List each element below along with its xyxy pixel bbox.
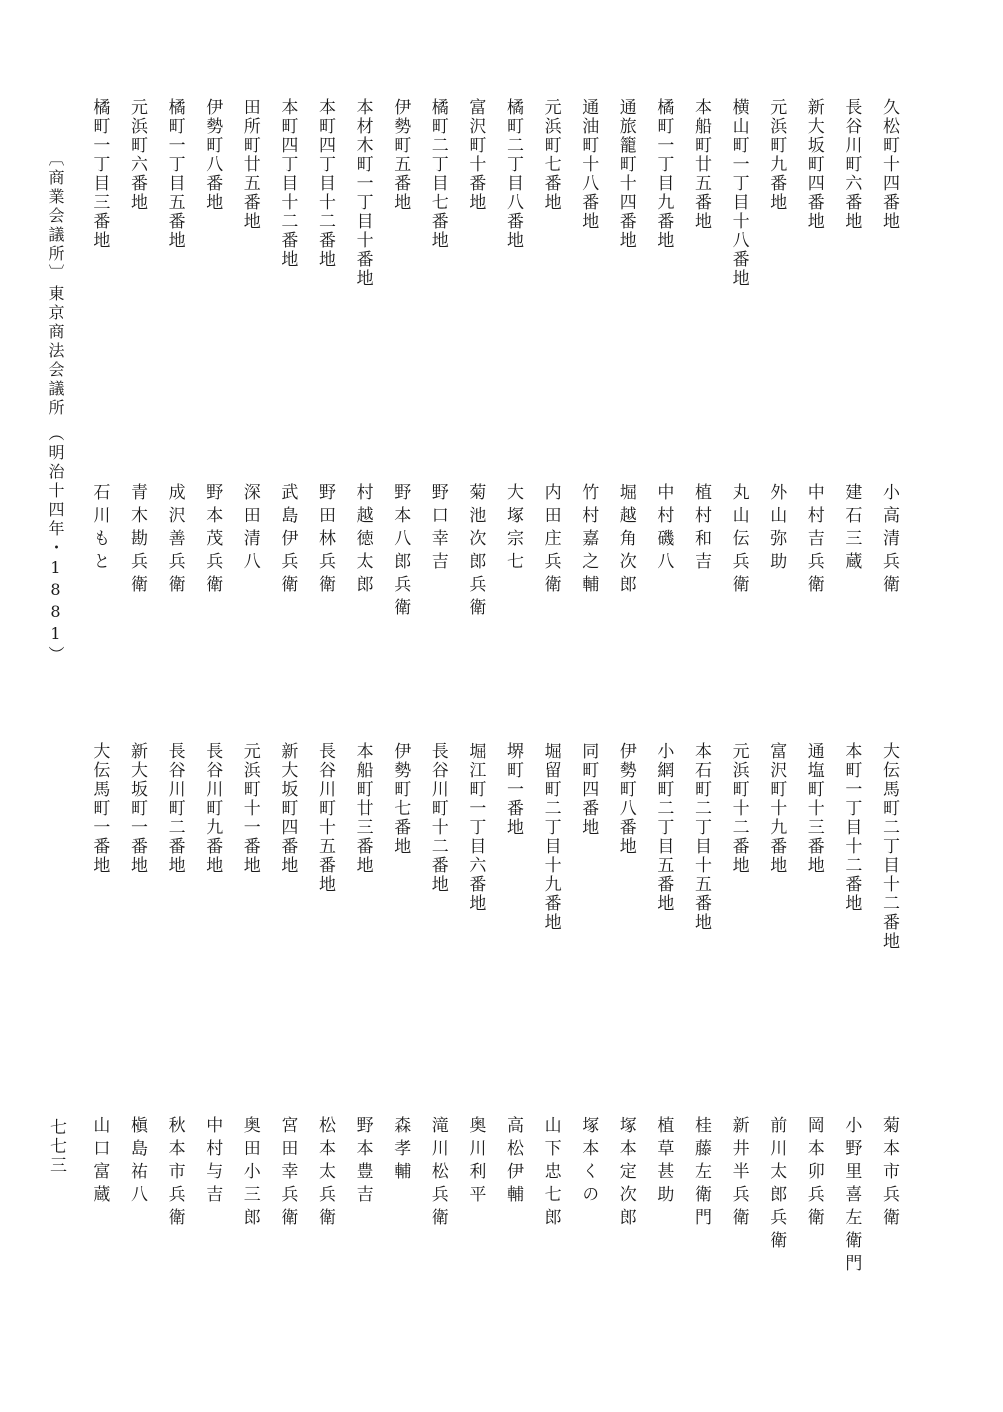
person-name: 中村磯八 — [653, 483, 674, 575]
address-entry: 本町四丁目十二番地 — [277, 98, 298, 269]
address-entry: 橘町二丁目七番地 — [427, 98, 448, 250]
sidebar-bracket: 〔商業会議所〕 — [46, 150, 65, 283]
address-entry: 長谷川町六番地 — [841, 98, 862, 231]
address-entry: 本材木町一丁目十番地 — [352, 98, 373, 288]
person-name: 山口富蔵 — [89, 1116, 110, 1208]
address-entry: 伊勢町七番地 — [390, 742, 411, 856]
person-name: 丸山伝兵衛 — [728, 483, 749, 598]
person-name: 小高清兵衛 — [879, 483, 899, 598]
address-entry: 横山町一丁目十八番地 — [728, 98, 749, 288]
person-name: 青木勘兵衛 — [127, 483, 147, 598]
person-name: 高松伊輔 — [503, 1116, 523, 1208]
person-name: 桂藤左衛門 — [691, 1116, 711, 1231]
address-entry: 橘町二丁目八番地 — [503, 98, 523, 250]
person-name: 竹村嘉之輔 — [578, 483, 599, 598]
address-entry: 富沢町十九番地 — [766, 742, 787, 875]
address-entry: 本町一丁目十二番地 — [841, 742, 862, 913]
address-entry: 通塩町十三番地 — [803, 742, 824, 875]
address-entry: 大伝馬町一番地 — [89, 742, 110, 875]
address-entry: 橘町一丁目五番地 — [164, 98, 185, 250]
person-name: 塚本定次郎 — [615, 1116, 636, 1231]
address-entry: 伊勢町五番地 — [390, 98, 411, 212]
person-name: 森孝輔 — [390, 1116, 411, 1185]
page-number: 七七三 — [46, 1118, 66, 1175]
address-entry: 大伝馬町二丁目十二番地 — [879, 742, 899, 951]
person-name: 野口幸吉 — [427, 483, 448, 575]
address-entry: 本石町二丁目十五番地 — [691, 742, 711, 932]
person-name: 山下忠七郎 — [540, 1116, 561, 1231]
address-entry: 本船町廿五番地 — [691, 98, 711, 231]
person-name: 塚本くの — [578, 1116, 599, 1208]
person-name: 宮田幸兵衛 — [277, 1116, 298, 1231]
person-name: 岡本卯兵衛 — [803, 1116, 824, 1231]
address-entry: 長谷川町十五番地 — [315, 742, 335, 894]
address-entry: 橘町一丁目三番地 — [89, 98, 110, 250]
sidebar-title: 東京商法会議所 — [46, 285, 65, 418]
address-entry: 通旅籠町十四番地 — [615, 98, 636, 250]
address-entry: 富沢町十番地 — [465, 98, 486, 212]
address-entry: 同町四番地 — [578, 742, 599, 837]
sidebar-year: （明治十四年・1881） — [46, 425, 65, 665]
person-name: 菊池次郎兵衛 — [465, 483, 486, 621]
address-entry: 伊勢町八番地 — [615, 742, 636, 856]
address-entry: 長谷川町十二番地 — [427, 742, 448, 894]
person-name: 中村吉兵衛 — [803, 483, 824, 598]
person-name: 武島伊兵衛 — [277, 483, 298, 598]
address-entry: 新大坂町四番地 — [277, 742, 298, 875]
person-name: 菊本市兵衛 — [879, 1116, 899, 1231]
address-entry: 橘町一丁目九番地 — [653, 98, 674, 250]
address-entry: 堀留町二丁目十九番地 — [540, 742, 561, 932]
person-name: 野本八郎兵衛 — [390, 483, 411, 621]
person-name: 内田庄兵衛 — [540, 483, 561, 598]
person-name: 滝川松兵衛 — [427, 1116, 448, 1231]
person-name: 奥田小三郎 — [239, 1116, 260, 1231]
person-name: 秋本市兵衛 — [164, 1116, 185, 1231]
person-name: 野本豊吉 — [352, 1116, 373, 1208]
person-name: 植草甚助 — [653, 1116, 674, 1208]
address-entry: 元浜町十二番地 — [728, 742, 749, 875]
address-entry: 元浜町六番地 — [127, 98, 147, 212]
address-entry: 元浜町九番地 — [766, 98, 787, 212]
person-name: 新井半兵衛 — [728, 1116, 749, 1231]
person-name: 大塚宗七 — [503, 483, 523, 575]
address-entry: 本船町廿三番地 — [352, 742, 373, 875]
address-entry: 本町四丁目十二番地 — [315, 98, 335, 269]
address-entry: 伊勢町八番地 — [202, 98, 223, 212]
person-name: 奥川利平 — [465, 1116, 486, 1208]
person-name: 深田清八 — [239, 483, 260, 575]
address-entry: 長谷川町九番地 — [202, 742, 223, 875]
person-name: 成沢善兵衛 — [164, 483, 185, 598]
person-name: 野本茂兵衛 — [202, 483, 223, 598]
person-name: 建石三蔵 — [841, 483, 862, 575]
person-name: 村越徳太郎 — [352, 483, 373, 598]
address-entry: 元浜町十一番地 — [239, 742, 260, 875]
address-entry: 長谷川町二番地 — [164, 742, 185, 875]
person-name: 野田林兵衛 — [315, 483, 335, 598]
address-entry: 堀江町一丁目六番地 — [465, 742, 486, 913]
address-entry: 小網町二丁目五番地 — [653, 742, 674, 913]
address-entry: 久松町十四番地 — [879, 98, 899, 231]
address-entry: 新大坂町一番地 — [127, 742, 147, 875]
address-entry: 新大坂町四番地 — [803, 98, 824, 231]
person-name: 前川太郎兵衛 — [766, 1116, 787, 1254]
person-name: 石川もと — [89, 483, 110, 575]
person-name: 外山弥助 — [766, 483, 787, 575]
person-name: 小野里喜左衛門 — [841, 1116, 862, 1277]
person-name: 植村和吉 — [691, 483, 711, 575]
person-name: 松本太兵衛 — [315, 1116, 335, 1231]
address-entry: 通油町十八番地 — [578, 98, 599, 231]
address-entry: 元浜町七番地 — [540, 98, 561, 212]
person-name: 堀越角次郎 — [615, 483, 636, 598]
address-entry: 田所町廿五番地 — [239, 98, 260, 231]
person-name: 中村与吉 — [202, 1116, 223, 1208]
person-name: 槇島祐八 — [127, 1116, 147, 1208]
address-entry: 堺町一番地 — [503, 742, 523, 837]
